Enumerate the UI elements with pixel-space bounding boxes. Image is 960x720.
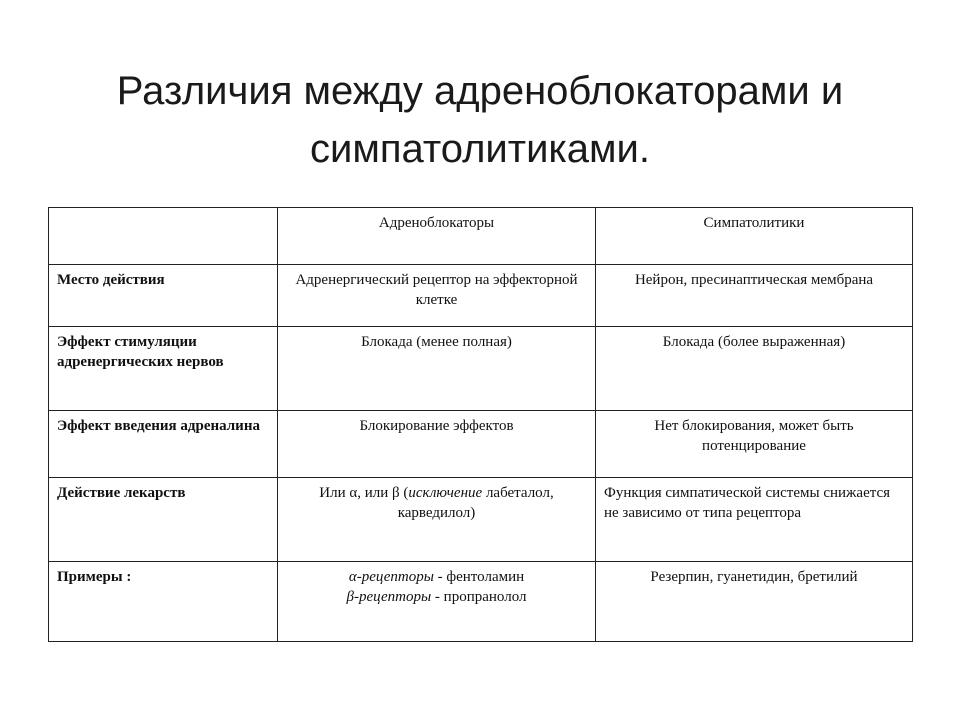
beta-receptors-label: β-рецепторы (346, 589, 432, 605)
table-row (49, 478, 913, 562)
table-row (49, 265, 913, 327)
cell-sympatholytics: Нет блокирования, может быть потенцирование (596, 411, 913, 478)
alpha-receptors-label: α-рецепторы (348, 569, 434, 585)
cell-adrenoblockers: Блокада (менее полная) (278, 327, 596, 411)
header-cell-empty (49, 208, 278, 265)
header-cell-adrenoblockers: Адреноблокаторы (278, 208, 596, 265)
drug-action-text-rest: лабеталол, карведилол) (397, 485, 554, 521)
cell-adrenoblockers (278, 562, 596, 642)
exception-word: исключение (408, 485, 483, 501)
cell-sympatholytics: Блокада (более выраженная) (596, 327, 913, 411)
slide-title-line-2: симпатолитиками. (309, 127, 651, 171)
cell-sympatholytics: Функция симпатической системы снижается не зависимо от типа рецептора (596, 478, 913, 562)
row-label: Место действия (49, 265, 278, 327)
drug-action-text: Или α, или β ( (319, 485, 409, 501)
beta-example-drug: - пропранолол (431, 589, 527, 605)
cell-adrenoblockers (278, 478, 596, 562)
header-cell-sympatholytics: Симпатолитики (596, 208, 913, 265)
table-header-row (49, 208, 913, 265)
cell-sympatholytics: Резерпин, гуанетидин, бретилий (596, 562, 913, 642)
table-row (49, 327, 913, 411)
cell-adrenoblockers: Блокирование эффектов (278, 411, 596, 478)
comparison-table (48, 207, 913, 642)
cell-adrenoblockers: Адренергический рецептор на эффекторной клетке (278, 265, 596, 327)
example-alpha (286, 567, 587, 587)
table-row (49, 562, 913, 642)
row-label: Примеры : (49, 562, 278, 642)
slide-title-line-1: Различия между адреноблокаторами и (116, 69, 844, 113)
slide-title (0, 62, 960, 178)
example-beta (286, 587, 587, 607)
row-label: Действие лекарств (49, 478, 278, 562)
alpha-example-drug: - фентоламин (433, 569, 525, 585)
row-label: Эффект стимуляции адренергических нервов (49, 327, 278, 411)
row-label: Эффект введения адреналина (49, 411, 278, 478)
cell-sympatholytics: Нейрон, пресинаптическая мембрана (596, 265, 913, 327)
table-row (49, 411, 913, 478)
